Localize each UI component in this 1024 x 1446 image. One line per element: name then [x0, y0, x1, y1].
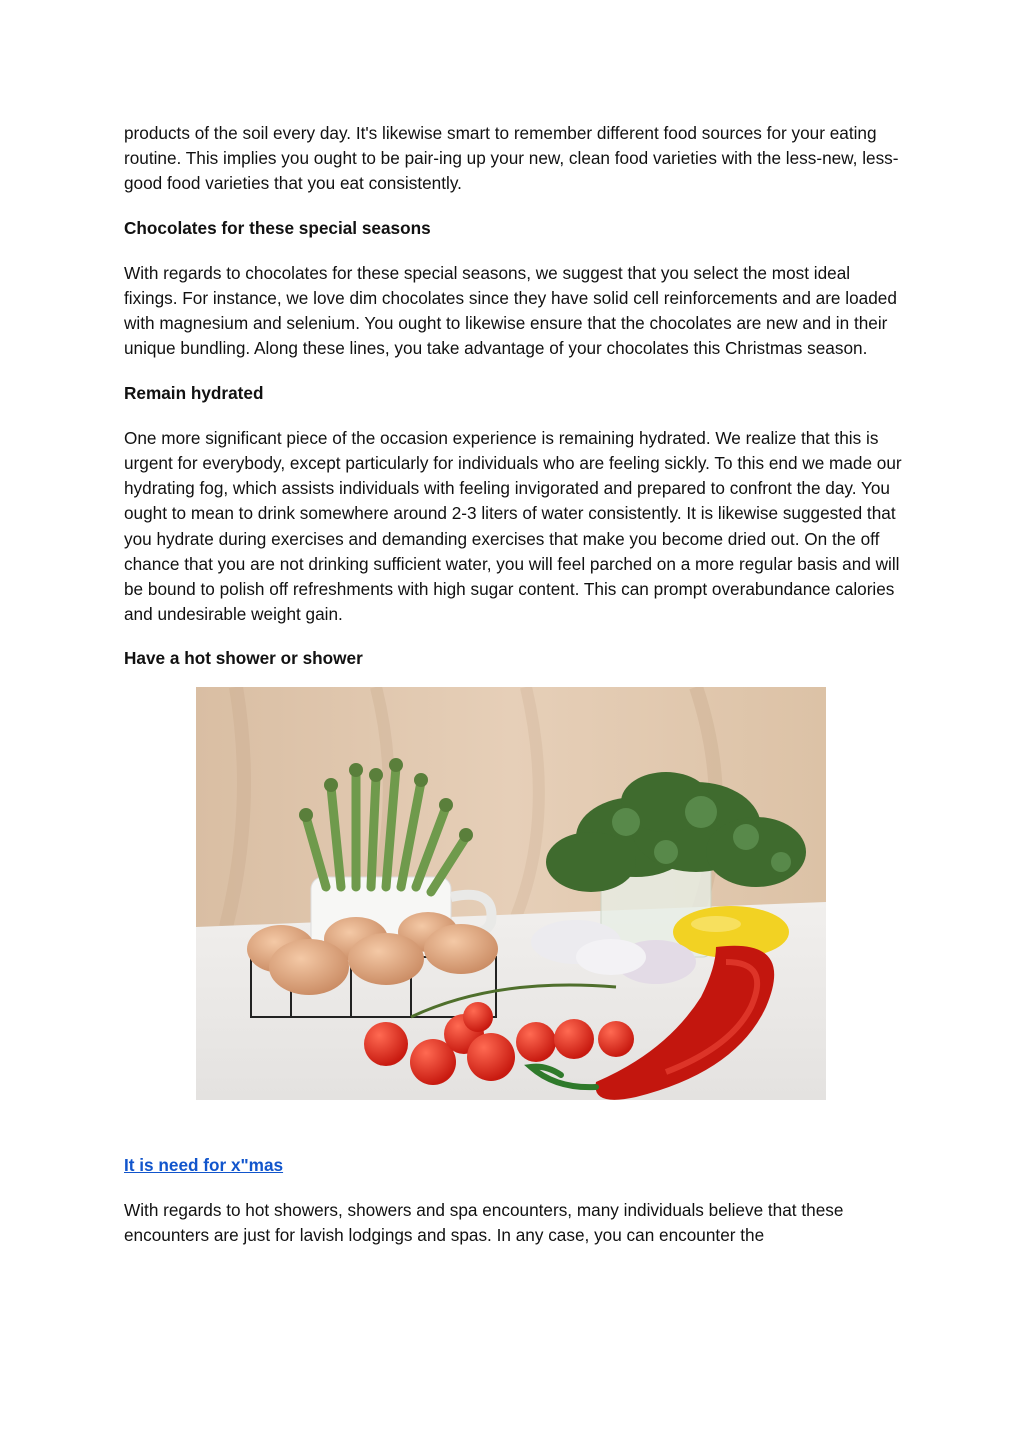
heading-shower: Have a hot shower or shower	[124, 648, 363, 669]
xmas-link[interactable]: It is need for x"mas	[124, 1154, 284, 1175]
paragraph-intro: products of the soil every day. It's likewise smart to remember different food sources for your eating routine. This implies you ought to be pair-ing up your new, clean food varieties with the less-new, less-good food varieties that you eat consistently.	[124, 123, 899, 194]
paragraph-hydrated: One more significant piece of the occasion experience is remaining hydrated. We realize that this is urgent for everybody, except particularly for individuals who are feeling sickly. To this end we made our hydrating fog, which assists individuals with feeling invigorated and prepared to confront the day. You ought to mean to drink somewhere around 2-3 liters of water consistently. It is likewise suggested that you hydrate during exercises and demanding exercises that make you become dried out. On the off chance that you are not drinking sufficient water, you will feel parched on a more regular basis and will be bound to polish off refreshments with high sugar content. This can prompt overabundance calories and undesirable weight gain.	[124, 427, 902, 625]
food-photo-illustration	[196, 687, 826, 1100]
heading-chocolates: Chocolates for these special seasons	[124, 217, 431, 238]
paragraph-shower: With regards to hot showers, showers and spa encounters, many individuals believe that these encounters are just for lavish lodgings and spas. In any case, you can encounter the	[124, 1199, 844, 1246]
document-content	[124, 121, 904, 1267]
paragraph-chocolates: With regards to chocolates for these special seasons, we suggest that you select the most ideal fixings. For instance, we love dim chocolates since they have solid cell reinforcements and are loaded with magnesium and selenium. You ought to likewise ensure that the chocolates are new and in their unique bundling. Along these lines, you take advantage of your chocolates this Christmas season.	[124, 262, 897, 359]
food-photo	[196, 687, 826, 1100]
heading-hydrated: Remain hydrated	[124, 382, 264, 403]
